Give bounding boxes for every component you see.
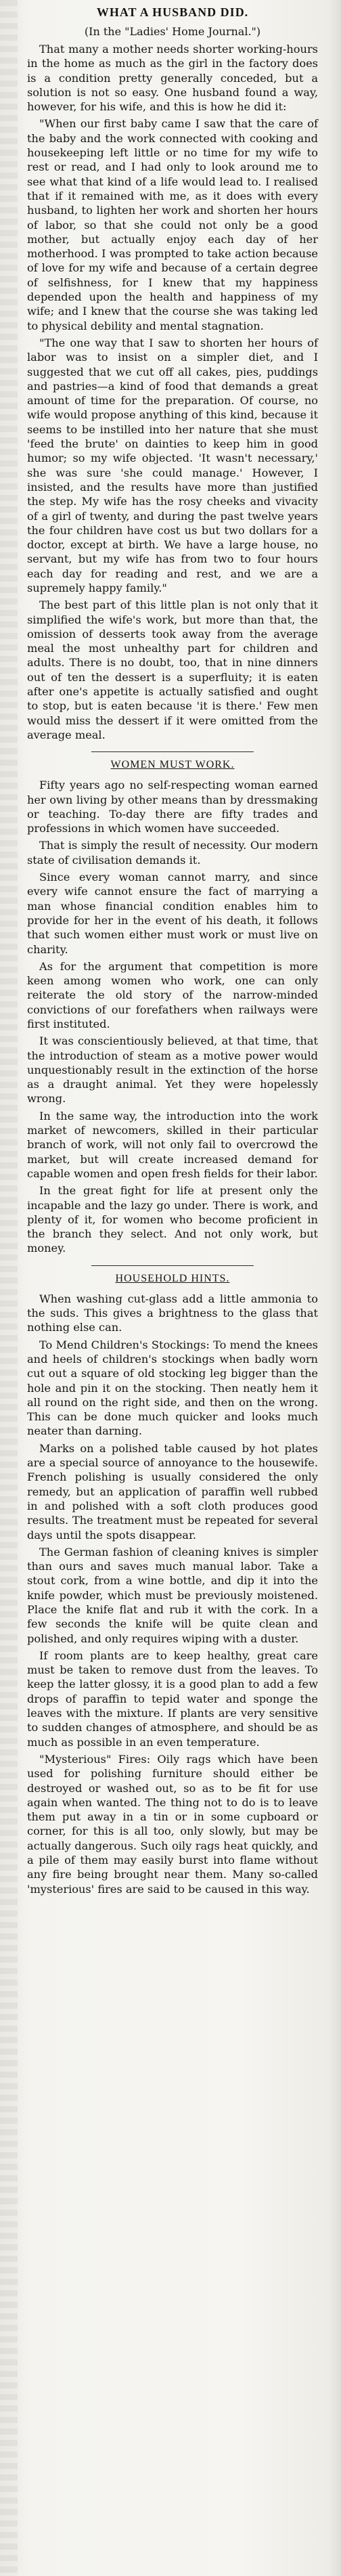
section-divider (91, 1265, 254, 1266)
section-divider (91, 751, 254, 752)
article-paragraph: That many a mother needs shorter working-hours in the home as much as the girl in the factory does is a condition pretty generally conceded, but a solution is not so easy. One husband found a way, however, for his wife, and this is how he did it: (27, 43, 318, 114)
article-paragraph: To Mend Children's Stockings: To mend the knees and heels of children's stockings when badly worn cut out a square of old stocking leg bigger than the hole and pin it on the stocking. Then neatly hem it all round on the right side, and then on the wrong. This can be done much quicker and looks much neater than darning. (27, 1338, 318, 1438)
section-title: WOMEN MUST WORK. (110, 759, 235, 771)
article-paragraph: "Mysterious" Fires: Oily rags which have been used for polishing furniture should either be destroyed or washed out, so as to be fit for use again when wanted. The thing not to do is to leave them put away in a tin or in some cupboard or corner, for this is all too, only slowly, but may be actually dangerous. Such oily rags heat quickly, and a pile of them may easily burst into flame without any fire being brought near them. Many so-called 'mysterious' fires are said to be caused in this way. (27, 1752, 318, 1896)
section-title: HOUSEHOLD HINTS. (115, 1272, 230, 1284)
article-paragraph: In the same way, the introduction into the work market of newcomers, skilled in their particular branch of work, will not only fail to overcrowd the market, but will create increased demand for capable women and open fresh fields for their labor. (27, 1109, 318, 1180)
article-paragraph: Fifty years ago no self-respecting woman earned her own living by other means than by dressmaking or teaching. To-day there are fifty trades and professions in which women have succeeded. (27, 779, 318, 835)
source-line: (In the "Ladies' Home Journal.") (84, 25, 261, 38)
article-paragraph: "The one way that I saw to shorten her hours of labor was to insist on a simpler diet, and I suggested that we cut off all cakes, pies, puddings and pastries—a kind of food that demands a great amount of time for the preparation. Of course, no wife would propose anything of this kind, because it seems to be instilled into her nature that she must 'feed the brute' on dainties to keep him in good humor; so my wife objected. 'It wasn't necessary,' she was sure 'she could manage.' However, I insisted, and the results have more than justified the step. My wife has the rosy cheeks and vivacity of a girl of twenty, and during the past twelve years the four children have cost us but two dollars for a doctor, except at birth. We have a large house, no servant, but my wife has from two to four hours each day for reading and rest, and we are a supremely happy family." (27, 336, 318, 594)
article-paragraph: Since every woman cannot marry, and since every wife cannot ensure the fact of marrying a man whose financial condition enables him to provide for her in the event of his death, it follows that such women either must work or must live on charity. (27, 871, 318, 956)
article-paragraph: It was conscientiously believed, at that time, that the introduction of steam as a motive power would unquestionably result in the extinction of the horse as a draught animal. Yet they were hopelessly wrong. (27, 1034, 318, 1106)
article-paragraph: If room plants are to keep healthy, great care must be taken to remove dust from the leaves. To keep the latter glossy, it is a good plan to add a few drops of paraffin to tepid water and sponge the leaves with the mixture. If plants are very sensitive to sudden changes of atmosphere, and should be as much as possible in an even temperature. (27, 1649, 318, 1749)
article-paragraph: As for the argument that competition is more keen among women who work, one can only reiterate the old story of the narrow-minded convictions of our forefathers when railways were first instituted. (27, 959, 318, 1030)
headline: WHAT A HUSBAND DID. (96, 5, 249, 19)
article-paragraph: The German fashion of cleaning knives is simpler than ours and saves much manual labor. Take a stout cork, from a wine bottle, and dip it into the knife powder, which must be previously moistened. Place the knife flat and rub it with the cork. In a few seconds the knife will be quite clean and polished, and only requires wiping with a duster. (27, 1545, 318, 1645)
article-paragraph: "When our first baby came I saw that the care of the baby and the work connected with cooking and housekeeping left little or no time for my wife to rest or read, and I had only to look around me to see what that kind of a life would lead to. I realised that if it remained with me, as it does with every husband, to lighten her work and shorten her hours of labor, so that she could not only be a good mother, but actually enjoy each day of her motherhood. I was prompted to take action because of love for my wife and because of a certain degree of selfishness, for I knew that my happiness depended upon the health and happiness of my wife; and I knew that the course she was taking led to physical debility and mental stagnation. (27, 117, 318, 332)
article-paragraph: In the great fight for life at present only the incapable and the lazy go under. There is work, and plenty of it, for women who become proficient in the branch they select. And not only work, but money. (27, 1184, 318, 1255)
article-paragraph: When washing cut-glass add a little ammonia to the suds. This gives a brightness to the glass that nothing else can. (27, 1292, 318, 1334)
article-paragraph: Marks on a polished table caused by hot plates are a special source of annoyance to the housewife. French polishing is usually considered the only remedy, but an application of paraffin well rubbed in and polished with a soft cloth produces good results. The treatment must be repeated for several days until the spots disappear. (27, 1441, 318, 1542)
article-paragraph: That is simply the result of necessity. Our modern state of civilisation demands it. (27, 839, 318, 867)
article-paragraph: The best part of this little plan is not only that it simplified the wife's work, but more than that, the omission of desserts took away from the average meal the most unhealthy part for children and adults. There is no doubt, too, that in nine dinners out of ten the dessert is a superfluity; it is eaten after one's appetite is actually satisfied and ought to stop, but is eaten because 'it is there.' Few men would miss the dessert if it were omitted from the average meal. (27, 598, 318, 741)
